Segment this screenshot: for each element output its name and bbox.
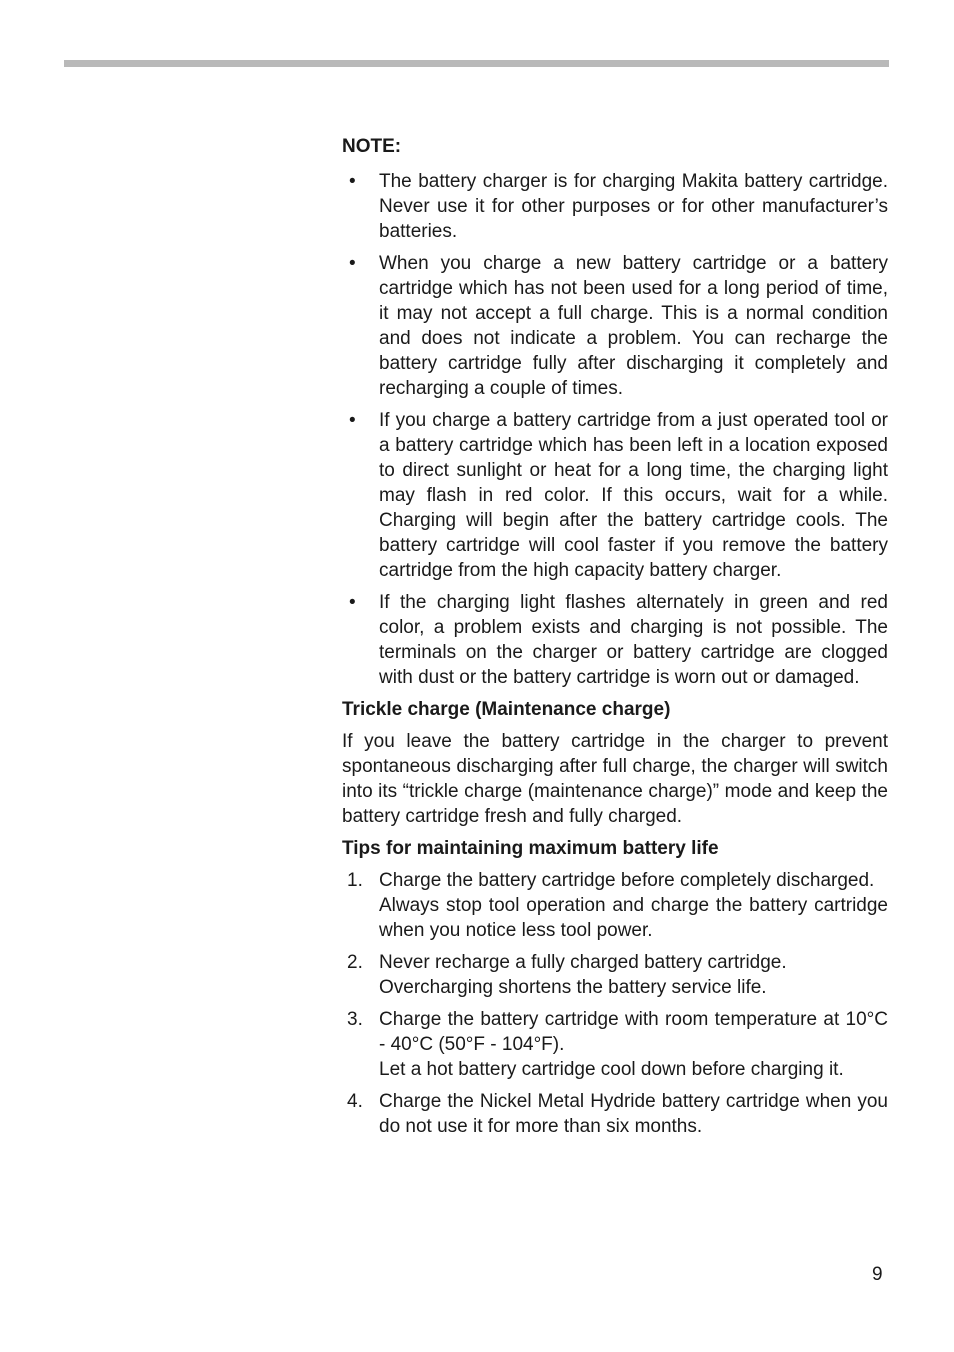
item-number: 1. <box>347 870 363 891</box>
page-content <box>342 134 888 1146</box>
trickle-charge-heading: Trickle charge (Maintenance charge) <box>342 699 671 720</box>
tip-text: Charge the Nickel Metal Hydride battery cartridge when you do not use it for more than six months. <box>379 1091 888 1137</box>
list-item <box>342 251 888 401</box>
tips-heading: Tips for maintaining maximum battery life <box>342 838 719 859</box>
bullet-icon: • <box>349 171 356 192</box>
list-item <box>342 868 888 943</box>
tip-detail: Always stop tool operation and charge the battery cartridge when you notice less tool power. <box>379 895 888 941</box>
tip-detail: Overcharging shortens the battery service life. <box>379 977 767 998</box>
list-item <box>342 1007 888 1082</box>
tip-text: Charge the battery cartridge with room temperature at 10°C - 40°C (50°F - 104°F). <box>379 1009 888 1055</box>
note-item-text: The battery charger is for charging Makita battery cartridge. Never use it for other purposes or for other manufacturer’s batteries. <box>379 171 888 242</box>
bullet-icon: • <box>349 410 356 431</box>
header-rule <box>64 60 889 67</box>
list-item <box>342 1089 888 1139</box>
trickle-charge-body: If you leave the battery cartridge in the charger to prevent spontaneous discharging after full charge, the charger will switch into its “trickle charge (maintenance charge)” mode and keep the battery cartridge fresh and fully charged. <box>342 731 888 827</box>
bullet-icon: • <box>349 592 356 613</box>
item-number: 2. <box>347 952 363 973</box>
tip-text: Never recharge a fully charged battery cartridge. <box>379 952 787 973</box>
bullet-icon: • <box>349 253 356 274</box>
note-list <box>342 169 888 690</box>
tip-text: Charge the battery cartridge before completely discharged. <box>379 870 875 891</box>
tips-list <box>342 868 888 1139</box>
list-item <box>342 590 888 690</box>
tip-detail: Let a hot battery cartridge cool down before charging it. <box>379 1059 844 1080</box>
item-number: 4. <box>347 1091 363 1112</box>
page-number: 9 <box>872 1264 883 1285</box>
note-heading: NOTE: <box>342 136 402 157</box>
note-item-text: If you charge a battery cartridge from a just operated tool or a battery cartridge which has been left in a location exposed to direct sunlight or heat for a long time, the charging light may flash in red color. If this occurs, wait for a while. Charging will begin after the battery cartridge cools. The battery cartridge will cool faster if you remove the battery cartridge from the high capacity battery charger. <box>379 410 888 581</box>
note-item-text: If the charging light flashes alternately in green and red color, a problem exists and charging is not possible. The terminals on the charger or battery cartridge are clogged with dust or the battery cartridge is worn out or damaged. <box>379 592 888 688</box>
list-item <box>342 408 888 583</box>
list-item <box>342 169 888 244</box>
item-number: 3. <box>347 1009 363 1030</box>
list-item <box>342 950 888 1000</box>
note-item-text: When you charge a new battery cartridge or a battery cartridge which has not been used for a long period of time, it may not accept a full charge. This is a normal condition and does not indicate a problem. You can recharge the battery cartridge fully after discharging it completely and recharging a couple of times. <box>379 253 888 399</box>
